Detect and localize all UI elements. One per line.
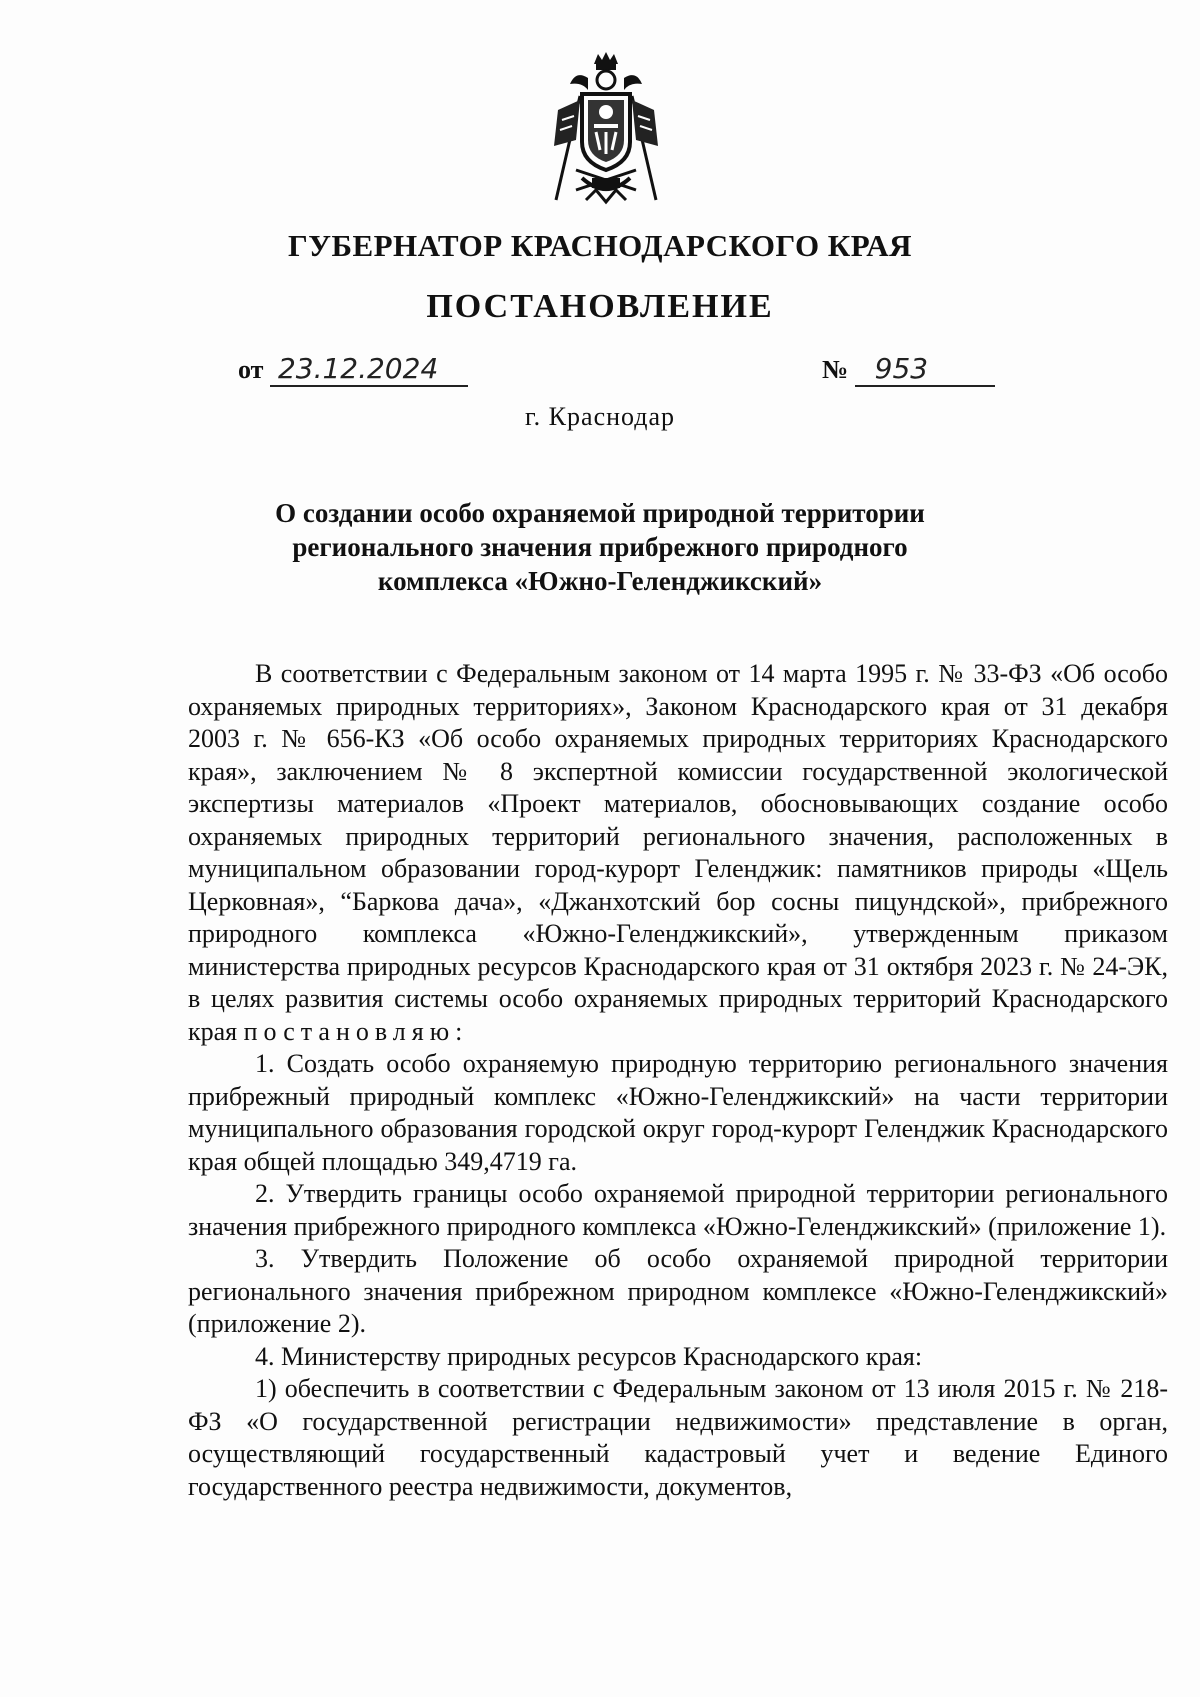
preamble-paragraph	[188, 658, 1168, 1048]
handwritten-number: 953	[855, 352, 995, 387]
paragraph-item-3: 3. Утвердить Положение об особо охраняемой природной территории регионального значения прибрежном природном комплексе «Южно-Геленджикский» (приложение 2).	[188, 1244, 1168, 1338]
preamble-text: В соответствии с Федеральным законом от 14 марта 1995 г. № 33-ФЗ «Об особо охраняемых природных территориях», Законом Краснодарского края от 31 декабря 2003 г. № 656-КЗ «Об особо охраняемых природных территориях Краснодарского края», заключением № 8 экспертной комиссии государственной экологической экспертизы материалов «Проект материалов, обосновывающих создание особо охраняемых природных территорий регионального значения, расположенных в муниципальном образовании город-курорт Геленджик: памятников природы «Щель Церковная», “Баркова дача», «Джанхотский бор сосны пицундской», прибрежного природного комплекса «Южно-Геленджикский», утвержденным приказом министерства природных ресурсов Краснодарского края от 31 октября 2023 г. № 24-ЭК, в целях развития системы особо охраняемых природных территорий Краснодарского края	[188, 659, 1168, 1046]
title-line-2: регионального значения прибрежного природного	[292, 532, 908, 562]
date-prefix: от	[238, 355, 264, 384]
number-prefix: №	[822, 355, 849, 384]
document-title	[200, 496, 1000, 598]
paragraph-item-1: 1. Создать особо охраняемую природную территорию регионального значения прибрежный природный комплекс «Южно-Геленджикский» на части территории муниципального образования городской округ город-курорт Геленджик Краснодарского края общей площадью 349,4719 га.	[188, 1049, 1168, 1176]
paragraph-item-4-1: 1) обеспечить в соответствии с Федеральным законом от 13 июля 2015 г. № 218-ФЗ «О государственной регистрации недвижимости» представление в орган, осуществляющий государственный кадастровый учет и ведение Единого государственного реестра недвижимости, документов,	[188, 1374, 1168, 1501]
handwritten-date: 23.12.2024	[270, 352, 468, 387]
date-line	[238, 352, 468, 387]
issuing-authority: ГУБЕРНАТОР КРАСНОДАРСКОГО КРАЯ	[287, 228, 913, 263]
title-line-1: О создании особо охраняемой природной территории	[275, 498, 925, 528]
coat-of-arms-icon	[536, 50, 676, 210]
paragraph-item-4: 4. Министерству природных ресурсов Краснодарского края:	[255, 1341, 923, 1371]
document-body	[188, 658, 1168, 1503]
city-line: г. Краснодар	[524, 402, 676, 431]
number-line	[822, 352, 995, 387]
paragraph-item-2: 2. Утвердить границы особо охраняемой природной территории регионального значения прибрежного природного комплекса «Южно-Геленджикский» (приложение 1).	[188, 1179, 1168, 1241]
document-type: ПОСТАНОВЛЕНИЕ	[426, 288, 774, 325]
preamble-keyword: постановляю:	[243, 1016, 469, 1046]
title-line-3: комплекса «Южно-Геленджикский»	[377, 566, 823, 596]
